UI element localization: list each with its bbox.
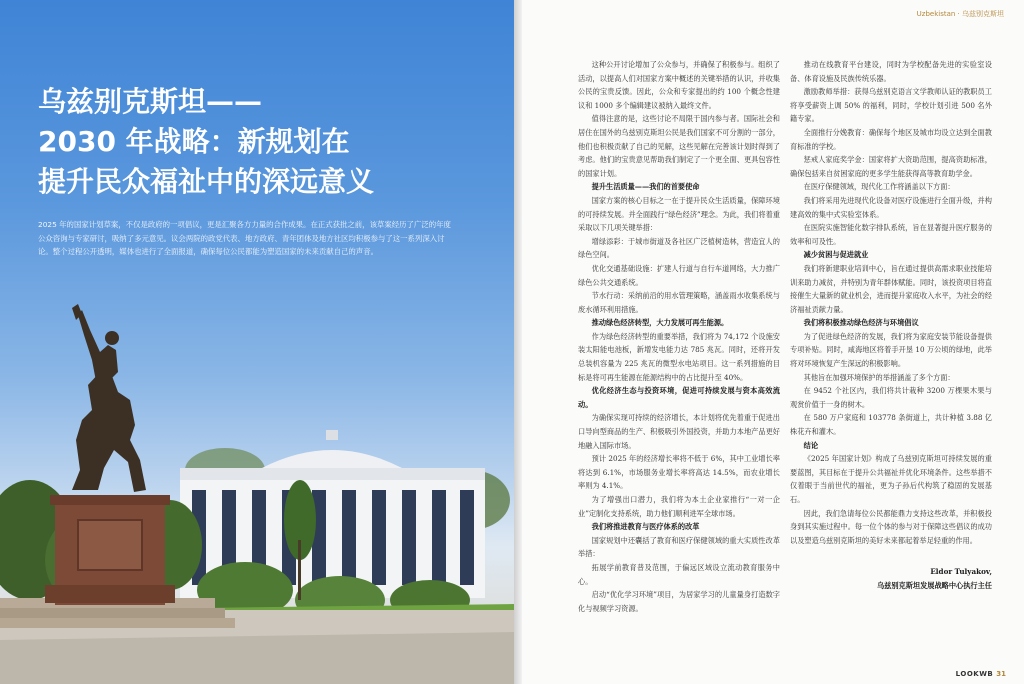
- paragraph: 启动“优化学习环境”项目，为居家学习的儿童量身打造数字化与视频学习资源。: [578, 590, 780, 613]
- title-line-3: 提升民众福祉中的深远意义: [38, 165, 375, 198]
- intro-paragraph: 2025 年的国家计划草案，不仅是政府的一项倡议，更是汇聚各方力量的合作成果。在正式获批之前，该草案经历了广泛的年度公众咨询与专家研讨，吸纳了多元意见。议会两院的政党代表、地方政府、青年团体及地方社区均积极参与了这一系列深入讨论。整个过程公开透明，媒体也进行了全面报道，确保每位公民都能为塑造国家的未来贡献自己的声音。: [38, 220, 451, 256]
- paragraph: 值得注意的是，这些讨论不局限于国内参与者。国际社会和居住在国外的乌兹别克斯坦公民是我们国家不可分割的一部分，他们也积极贡献了自己的见解，这些见解在完善该计划时得到了考虑。他们的宝贵意见帮助我们制定了一个更全面、更具包容性的国家计划。: [578, 114, 780, 178]
- section-heading: 结论: [803, 440, 819, 450]
- paragraph: 《2025 年国家计划》构成了乌兹别克斯坦可持续发展的重要蓝图，其目标在于提升公共福祉并优化环境条件。这些举措不仅着眼于当前世代的福祉，更为子孙后代构筑了稳固的发展基石。: [790, 454, 992, 504]
- paragraph: 为确保实现可持续的经济增长，本计划将优先着重于促进出口导向型商品的生产、积极吸引外国投资，并助力本地产品更好地融入国际市场。: [578, 413, 780, 450]
- title-line-2: 2030 年战略：新规划在: [38, 125, 350, 158]
- article-title: [38, 82, 374, 202]
- paragraph: 国家方案的核心目标之一在于提升民众生活质量，保障环境的可持续发展。并全面践行“绿色经济”理念。为此，我们将着重采取以下几项关键举措：: [578, 195, 780, 233]
- page-number: 31: [996, 670, 1006, 678]
- paragraph: 国家规划中还囊括了教育和医疗保健领域的重大实质性改革举措：: [578, 535, 780, 559]
- paragraph: 拓展学前教育普及范围，于偏远区域设立流动教育服务中心。: [578, 562, 780, 586]
- paragraph: 节水行动：采纳前沿的用水管理策略，涵盖雨水收集系统与废水循环利用措施。: [578, 291, 780, 314]
- paragraph: 在 580 万户家庭和 103778 条街道上，共计种植 3.88 亿株花卉和灌木。: [790, 413, 992, 437]
- author-role: 乌兹别克斯坦发展战略中心执行主任: [876, 580, 992, 590]
- section-heading: 我们将推进教育与医疗体系的改革: [591, 522, 700, 532]
- paragraph: 优化交通基础设施：扩建人行道与自行车道网络，大力推广绿色公共交通系统。: [578, 263, 780, 287]
- text-column-1: [578, 58, 780, 615]
- page-footer: [956, 670, 1006, 678]
- paragraph: 推动在线教育平台建设，同时为学校配备先进的实验室设备、体育设施及民族传统乐器。: [790, 60, 992, 83]
- right-page: [522, 0, 1024, 684]
- title-line-1: 乌兹别克斯坦——: [38, 85, 263, 118]
- page-gutter: [514, 0, 522, 684]
- paragraph: 激励教师举措：获得乌兹别克语言文学教师认证的教职员工将享受薪资上调 50% 的福利，同时，学校计划引进 500 名外籍专家。: [790, 87, 992, 124]
- paragraph: 因此，我们急请每位公民都能鼎力支持这些改革，并积极投身到其实施过程中。每一位个体的参与对于保障这些倡议的成功以及塑造乌兹别克斯坦的美好未来都起着举足轻重的作用。: [790, 508, 992, 545]
- paragraph: 在 9452 个社区内，我们将共计栽种 3200 万棵果木果与观赏价值于一身的树木。: [790, 386, 992, 409]
- paragraph: 惩戒人家庭奖学金：国家将扩大资助范围，提高资助标准，确保包括来自贫困家庭的更多学生能获得高等教育助学金。: [790, 155, 992, 178]
- paragraph: 其他旨在加强环境保护的举措涵盖了多个方面：: [803, 372, 955, 382]
- paragraph: 我们将新建职业培训中心，旨在通过提供高需求职业技能培训来助力减贫，并特别为青年群体赋能。同时，该投资项目将直接催生大量新的就业机会，进而提升家庭收入水平，为社会的经济福祉贡献力量。: [790, 263, 992, 314]
- paragraph: 作为绿色经济转型的重要举措，我们将为 74,172 个设施安装太阳能电池板，新增发电能力达 785 兆瓦。同时，还将开发总装机容量为 225 兆瓦的微型水电站项目。这一系列措施的目标是将可再生能源在能源结构中的占比提升至 40%。: [578, 331, 780, 382]
- running-header: Uzbekistan · 乌兹别克斯坦: [916, 10, 1004, 18]
- paragraph: 我们将采用先进现代化设备对医疗设施进行全面升级，并构建高效的集中式实验室体系。: [790, 195, 992, 219]
- section-heading: 优化经济生态与投资环境，促进可持续发展与资本高效流动。: [578, 386, 780, 409]
- paragraph: 全面推行分娩教育：确保每个地区及城市均设立达到全面教育标准的学校。: [790, 127, 992, 151]
- paragraph: 为了增强出口潜力，我们将为本土企业家推行“一对一企业”定制化支持系统，助力他们顺利进军全球市场。: [578, 495, 780, 518]
- paragraph: 在医院实施智能化数字排队系统，旨在显著提升医疗服务的效率和可及性。: [790, 223, 992, 246]
- section-heading: 推动绿色经济转型，大力发展可再生能源。: [591, 318, 729, 328]
- text-column-2: [790, 58, 992, 593]
- section-heading: 我们将积极推动绿色经济与环境倡议: [803, 318, 919, 328]
- paragraph: 预计 2025 年的经济增长率将不低于 6%，其中工业增长率将达到 6.1%，市场服务业增长率将高达 14.5%，而农业增长率则为 4.1%。: [578, 454, 780, 491]
- author-name: Eldor Tulyakov,: [930, 567, 992, 577]
- magazine-logo: LOOKWB: [955, 670, 994, 678]
- paragraph: 增绿添彩：于城市街道及各社区广泛植树造林，营造宜人的绿色空间。: [578, 236, 780, 260]
- paragraph: 为了促进绿色经济的发展，我们将为家庭安装节能设备提供专项补贴。同时，咸海地区将着手开垦 10 万公顷的绿地，此举将对环境恢复产生深远的积极影响。: [790, 331, 992, 369]
- paragraph: 在医疗保健领域，现代化工作将涵盖以下方面：: [803, 182, 955, 192]
- paragraph: 这种公开讨论增加了公众参与，并确保了积极参与。组织了活动，以提高人们对国家方案中概述的关键举措的认识，并收集公民的宝贵反馈。因此，公众和专家提出的约 100 个概念性建议和 1000 多个编辑建议被纳入最终文件。: [578, 60, 780, 110]
- section-heading: 提升生活质量——我们的首要使命: [591, 182, 700, 192]
- section-heading: 减少贫困与促进就业: [803, 250, 869, 260]
